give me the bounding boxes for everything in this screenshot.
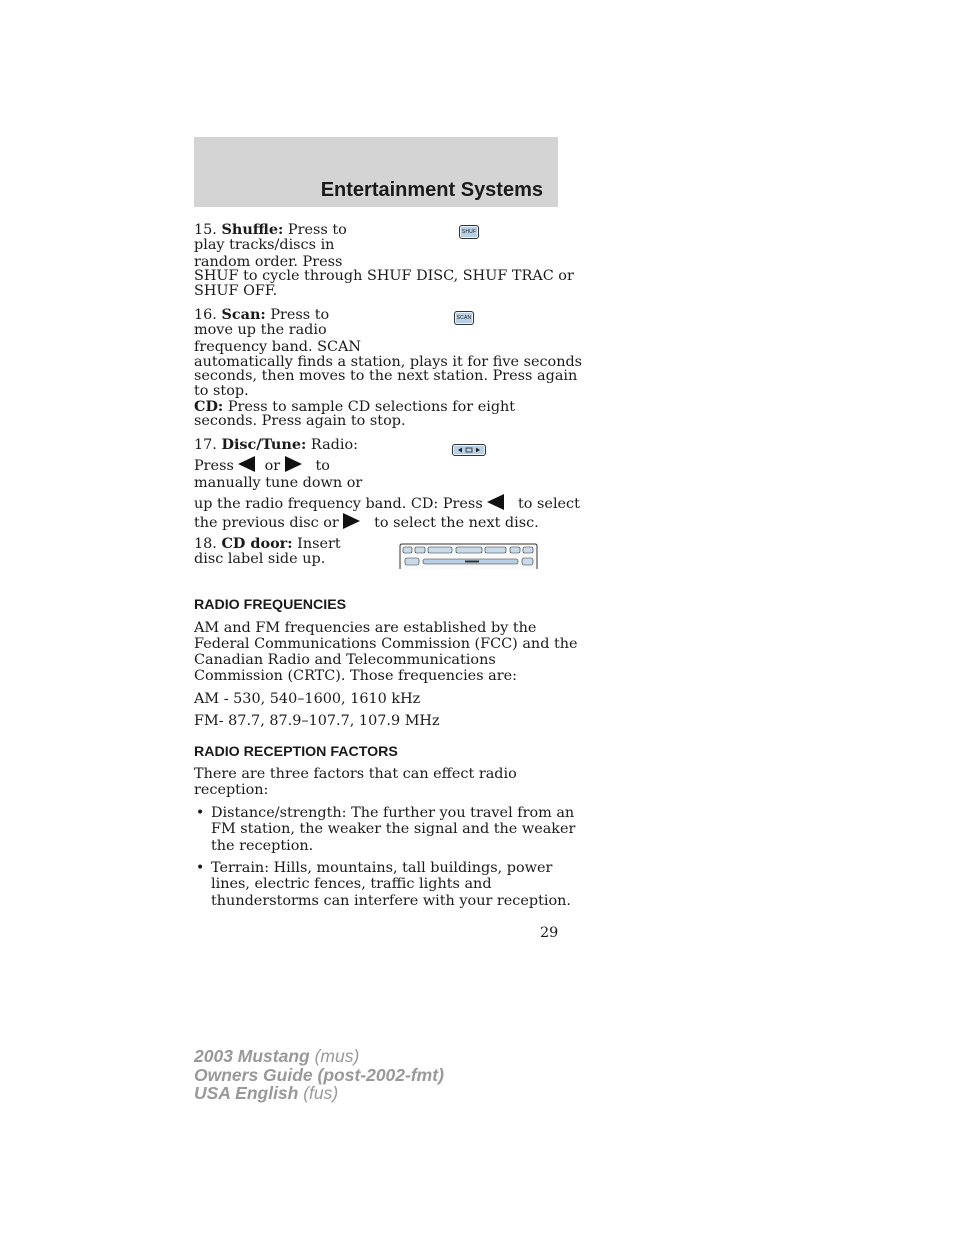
reception-intro-line2: reception:: [194, 782, 269, 798]
tune-down-arrow-icon: [238, 456, 255, 472]
cd-door-term: CD door:: [221, 535, 293, 552]
item17-line3: manually tune down or: [194, 475, 363, 491]
cd-term: CD:: [194, 398, 224, 415]
item16-line5: seconds, then moves to the next station. Press again: [194, 368, 578, 384]
radio-frequencies-p3: Canadian Radio and Telecommunications: [194, 652, 496, 668]
bullet-2-line3: thunderstorms can interfere with your reception.: [211, 893, 571, 909]
bullet-1-marker: •: [196, 805, 205, 821]
shuffle-term: Shuffle:: [221, 221, 284, 238]
reception-intro-line1: There are three factors that can effect radio: [194, 766, 517, 782]
item16-line1: 16. Scan: Press to: [194, 306, 330, 323]
item18-line1: 18. CD door: Insert: [194, 535, 341, 552]
next-disc-arrow-icon: [343, 513, 360, 529]
previous-disc-arrow-icon: [487, 494, 504, 510]
item17-line2: Press or to: [194, 458, 330, 474]
item17-line5: the previous disc or to select the next disc.: [194, 515, 539, 531]
disc-tune-arrows-icon: [456, 447, 482, 453]
item17-line4: up the radio frequency band. CD: Press to select: [194, 496, 580, 512]
item15-line5: SHUF OFF.: [194, 283, 278, 299]
item16-cd-line1: CD: Press to sample CD selections for eight: [194, 398, 516, 415]
radio-faceplate-icon: [399, 543, 538, 569]
shuffle-button-icon: SHUF: [459, 225, 479, 239]
item16-line3: frequency band. SCAN: [194, 339, 362, 355]
header-band: [194, 137, 558, 207]
scan-term: Scan:: [221, 306, 266, 323]
reception-factors-heading: RADIO RECEPTION FACTORS: [194, 744, 398, 760]
fm-frequencies: FM- 87.7, 87.9–107.7, 107.9 MHz: [194, 713, 440, 729]
bullet-1-line2: FM station, the weaker the signal and the weaker: [211, 821, 576, 837]
item16-line4: automatically finds a station, plays it for five seconds: [194, 354, 583, 370]
bullet-1-line3: the reception.: [211, 838, 314, 854]
item15-line2: play tracks/discs in: [194, 237, 335, 253]
bullet-2-line1: Terrain: Hills, mountains, tall buildings, power: [211, 860, 553, 876]
radio-frequencies-heading: RADIO FREQUENCIES: [194, 597, 347, 613]
radio-frequencies-p4: Commission (CRTC). Those frequencies are:: [194, 668, 517, 684]
bullet-1-line1: Distance/strength: The further you travel from an: [211, 805, 575, 821]
tune-up-arrow-icon: [285, 456, 302, 472]
bullet-2-line2: lines, electric fences, traffic lights and: [211, 876, 492, 892]
page-title: Entertainment Systems: [320, 179, 543, 201]
item15-line3: random order. Press: [194, 254, 343, 270]
item18-line2: disc label side up.: [194, 551, 326, 567]
item15-line4: SHUF to cycle through SHUF DISC, SHUF TRAC or: [194, 268, 574, 284]
am-frequencies: AM - 530, 540–1600, 1610 kHz: [194, 691, 421, 707]
footer-line2: Owners Guide (post-2002-fmt): [194, 1065, 444, 1085]
disc-tune-rocker-icon: [452, 444, 486, 456]
item16-line6: to stop.: [194, 383, 249, 399]
footer-line1: 2003 Mustang (mus): [194, 1046, 360, 1066]
scan-button-icon: SCAN: [454, 311, 474, 325]
radio-frequencies-p1: AM and FM frequencies are established by the: [194, 620, 537, 636]
disc-tune-term: Disc/Tune:: [221, 436, 307, 453]
item15-line1: 15. Shuffle: Press to: [194, 221, 347, 238]
item16-line2: move up the radio: [194, 322, 327, 338]
item16-cd-line2: seconds. Press again to stop.: [194, 413, 406, 429]
radio-frequencies-p2: Federal Communications Commission (FCC) and the: [194, 636, 578, 652]
footer-line3: USA English (fus): [194, 1083, 339, 1103]
page-number: 29: [540, 925, 559, 941]
item17-line1: 17. Disc/Tune: Radio:: [194, 436, 358, 453]
bullet-2-marker: •: [196, 860, 205, 876]
